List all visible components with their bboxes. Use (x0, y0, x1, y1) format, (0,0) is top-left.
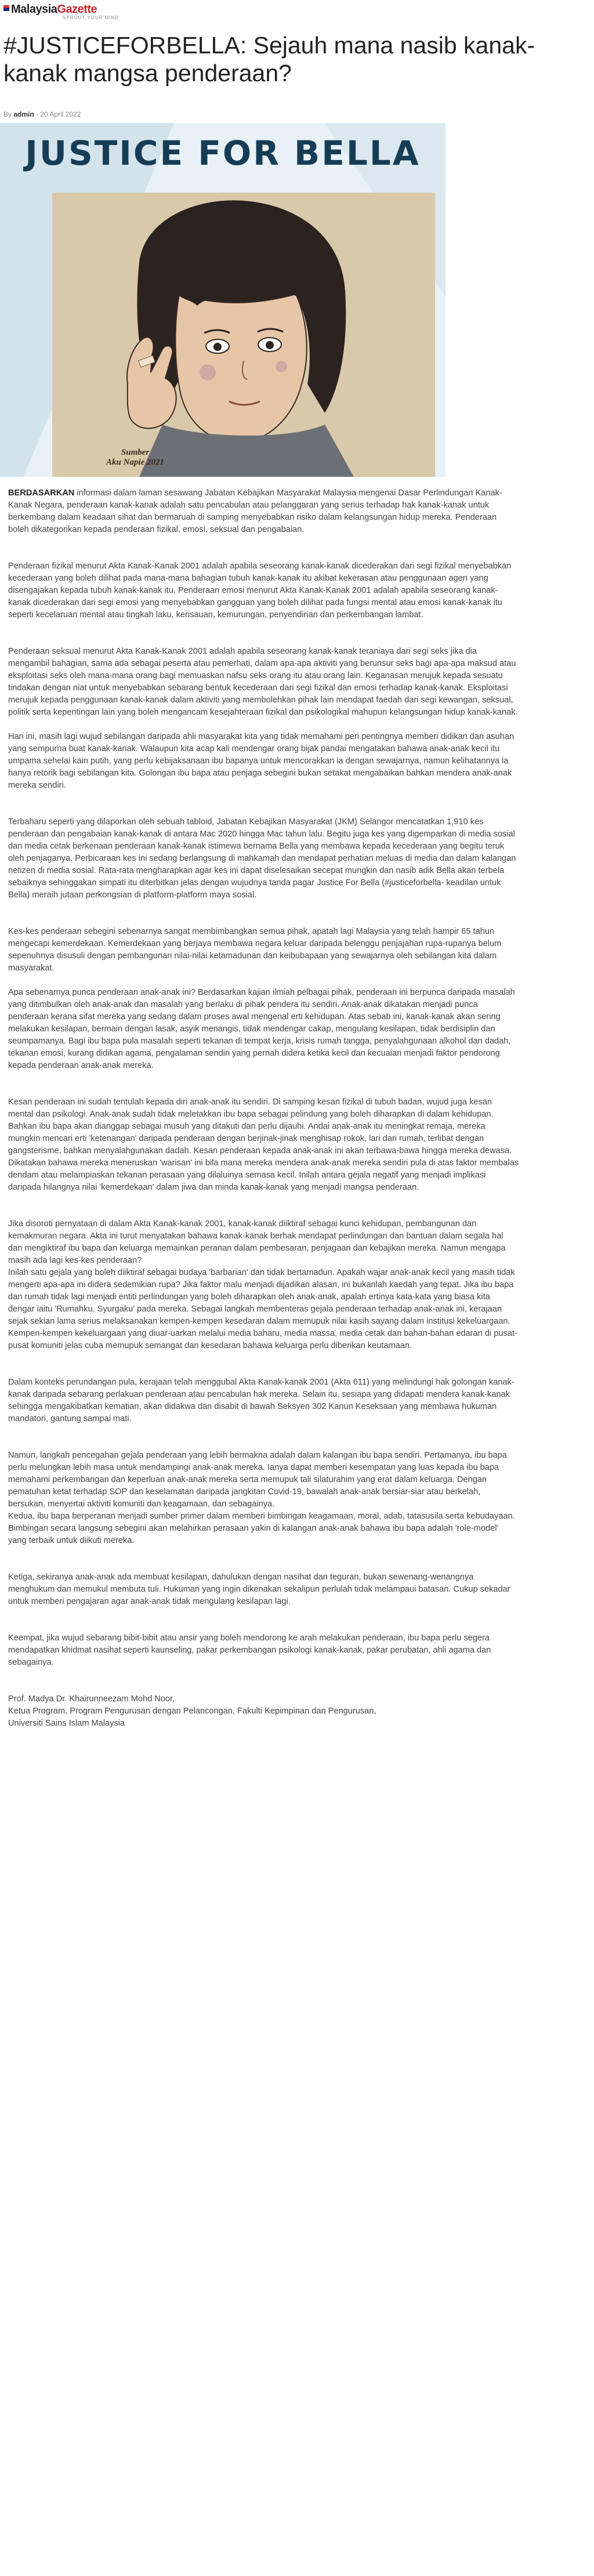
paragraph-3: Penderaan seksual menurut Akta Kanak-Kanak 2001 adalah apabila seseorang kanak-kanak teraniaya dari segi seks jika dia mengambil bahagian, sama ada sebagai peserta atau pemerhati, dalam apa-apa aktiviti yang berunsur seks bagi apa-apa maksud atau eksploitasi seks oleh mana-mana orang bagi memuaskan nafsu seks orang itu atau orang lain. Keganasan merujuk kepada sesuatu tindakan dengan niat untuk menyebabkan sebarang bentuk kecederaan dari segi fizikal dan emosi terhadap kanak-kanak. Eksploitasi merujuk kepada penggunaan kanak-kanak dalam aktiviti yang membolehkan pihak lain mendapat faedah dari segi kewangan, seksual, politik serta kepentingan lain yang boleh mengancam kesejahteraan fizikal dan psikologikal mahupun kelangsungan hidup kanak-kanak. (8, 647, 518, 717)
paragraph-11: Dalam konteks perundangan pula, kerajaan telah menggubal Akta Kanak-kanak 2001 (Akta 611) yang melindungi hak golongan kanak-kanak daripada sebarang perlakuan penderaan atau pencabulan hak mereka. Selain itu, sesiapa yang didapati mendera kanak-kanak sehingga mengakibatkan kematian, akan didakwa dan disabit di bawah Seksyen 302 Kanun Keseksaan yang membawa hukuman mandatori, gantung sampai mati. (8, 1378, 515, 1423)
byline-prefix: By (3, 110, 14, 118)
article-body (8, 487, 519, 1730)
article-title: #JUSTICEFORBELLA: Sejauh mana nasib kanak-kanak mangsa penderaan? (3, 32, 535, 86)
article-byline (3, 110, 81, 118)
logo-main: Malaysia (11, 3, 57, 16)
logo-wordmark (11, 3, 97, 15)
publish-date: 20 April 2022 (40, 110, 81, 118)
byline-separator: - (34, 110, 41, 118)
paragraph-10: Inilah satu gejala yang boleh diiktiraf sebagai budaya 'barbarian' dan tidak bertamadun. Apakah wajar anak-anak kecil yang masih tidak mengerti apa-apa ini didera sedemikian rupa? Jika faktor malu menjadi dijadikan alasan, ini bukanlah kaedah yang tepat. Jika ibu bapa dan rumah tidak lagi menjadi entiti perlindungan yang boleh diharapkan oleh anak-anak, apalah ertinya kata-kata yang biasa kita dengar iaitu 'Rumahku, Syurgaku' pada mereka. Sebagai langkah membenteras gejala penderaan terhadap anak-anak ini, kerajaan sejak sekian lama serius melaksanakan kempen-kempen kesedaran dalam memupuk nilai kasih sayang dalam institusi kekeluargaan. Kempen-kempen kekeluargaan yang diuar-uarkan melalui media baharu, media massa, media cetak dan bahan-bahan edaran di pusat-pusat komuniti jelas cuba memupuk semangat dan kesedaran bahawa keluarga perlu diberikan keutamaan. (8, 1268, 517, 1350)
girl-illustration (52, 193, 435, 477)
hero-headline: JUSTICE FOR BELLA (25, 133, 421, 173)
site-header (0, 0, 594, 30)
signature-affiliation: Universiti Sains Islam Malaysia (8, 1719, 125, 1728)
paragraph-8: Kesan penderaan ini sudah tentulah kepada diri anak-anak itu sendiri. Di samping kesan fizikal di tubuh badan, wujud juga kesan mental dan psikologi. Anak-anak sudah tidak meletakkan ibu bapa sebagai pelindung yang boleh diharapkan di dalam kehidupan. Bahkan ibu bapa akan dianggap sebagai musuh yang ditakuti dan perlu dijauhi. Andai anak-anak itu meningkat remaja, mereka mungkin mencari erti 'ketenangan' daripada penderaan dengan berjinak-jinak menghisap rokok, lari dari rumah, terlibat dengan gangsterisme, bahkan menyalahgunakan dadah. Kesan penderaan kepada anak-anak ini akan terbawa-bawa hingga mereka dewasa. Dikatakan bahawa mereka meneruskan 'warisan' ini bila mana mereka menderа anak-anak mereka sendiri pula di atas faktor membalas dendam atau melampiaskan tekanan perasaan yang dilaluinya semasa kecil. Inilah antara gejala negatif yang menjadi implikasi daripada hilangnya nilai 'kemerdekaan' dalam jiwa dan minda kanak-kanak yang menjadi mangsa penderaan. (8, 1097, 519, 1192)
paragraph-9: Jika disoroti pernyataan di dalam Akta Kanak-kanak 2001, kanak-kanak diiktiraf sebagai kunci kehidupan, pembangunan dan kemakmuran negara. Akta ini turut menyatakan bahawa kanak-kanak berhak mendapat perlindungan dan bantuan dalam segala hal dan mengiktiraf ibu bapa dan keluarga memainkan peranan dalam pembesaran, penjagaan dan kebajikan mereka. Namun mengapa masih ada lagi kes-kes penderaan? (8, 1219, 506, 1265)
paragraph-12: Namun, langkah pencegahan gejala penderaan yang lebih bermakna adalah dalam kalangan ibu bapa sendiri. Pertamanya, ibu bapa perlu melungkan lebih masa untuk mendampingi anak-anak mereka. Ianya dapat memberi kesempatan yang luas kepada ibu bapa memahami perkembangan dan keperluan anak-anak mereka serta memupuk tali silaturahim yang erat dalam keluarga. Dengan pematuhan ketat terhadap SOP dan keselamatan daripada jangkitan Covid-19, bawalah anak-anak bersiar-siar atau berkelah, bersukan, menyertai aktiviti komuniti dan keagamaan, dan sebagainya. (8, 1451, 508, 1509)
paragraph-2: Penderaan fizikal menurut Akta Kanak-Kanak 2001 adalah apabila seseorang kanak-kanak dicederakan dari segi fizikal menyebabkan kecederaan yang boleh dilihat pada mana-mana bahagian tubuh kanak-kanak itu akibat kekerasan atau penggunaan agen yang disengajakan kepada tubuh kanak-kanak itu. Penderaan emosi menurut Akta Kanak-Kanak 2001 adalah apabila seseorang kanak-kanak dicederakan dari segi emosi yang menyebabkan gangguan yang boleh dilihat pada fungsi mental atau emosi kanak-kanak itu seperti kecelaruan mental atau tingkah laku, kerisauan, kemurungan, penyendirian dan perkembangan lambat. (8, 561, 512, 619)
paragraph-4: Hari ini, masih lagi wujud sebilangan daripada ahli masyarakat kita yang tidak memahami peri pentingnya memberi didikan dan asuhan yang sempurna buat kanak-kanak. Walaupun kita acap kali mendengar orang bijak pandai mengatakan bahawa anak-anak kecil itu umpama sehelai kain putih, yang perlu kebijaksanaan ibu bapanya untuk mencorakkan ia dengan sewajarnya, namun kelihatannya ia hanya retorik bagi sebilangan kita. Golongan ibu bapa atau penjaga sebegini bukan setakat mengabaikan bahkan mendera anak-anak mereka sendiri. (8, 732, 515, 790)
image-credit (106, 448, 164, 468)
paragraph-14: Ketiga, sekiranya anak-anak ada membuat kesilapan, dahulukan dengan nasihat dan teguran, bukan sewenang-wenangnya menghukum dan memukul membuta tuli. Hukuman yang ingin dikenakan sekalipun perlulah tidak melampaui batasan. Cukup sekadar untuk memberi pengajaran agar anak-anak tidak mengulang kesilapan lagi. (8, 1573, 510, 1606)
paragraph-1 (8, 487, 519, 536)
author-link[interactable]: admin (13, 110, 34, 118)
hero-image (0, 123, 446, 477)
logo-accent: Gazette (57, 3, 97, 16)
image-credit-line2: Aku Napie 2021 (106, 458, 165, 467)
site-logo[interactable] (3, 3, 97, 15)
paragraph-15: Keempat, jika wujud sebarang bibit-bibit atau ansir yang boleh mendorong ke arah melakukan penderaan, ibu bapa perlu segera mendapatkan khidmat nasihat seperti kaunseling, pakar perkembangan psikologi kanak-kanak, pakar perubatan, ahli agama dan sebagainya. (8, 1633, 491, 1667)
signature-title: Ketua Program, Program Pengurusan dengan Pelancongan, Fakulti Kepimpinan dan Pengurusan, (8, 1707, 376, 1716)
paragraph-7: Apa sebenarnya punca penderaan anak-anak ini? Berdasarkan kajian ilmiah pelbagai pihak, penderaan ini berpunca daripada masalah yang ditimbulkan oleh anak-anak dan masalah yang berlaku di pihak pendera itu sendiri. Anak-anak dikatakan menjadi punca penderaan kerana sifat mereka yang sedang dalam proses awal mengenal erti kehidupan. Atas sebab ini, kanak-kanak akan sering melakukan kesilapan, bermain dengan lasak, asyik menangis, tidak mendengar cakap, mengulang kesilapan, tidak berdisiplin dan seumpamanya. Bagi ibu bapa pula masalah seperti tekanan di tempat kerja, krisis rumah tangga, penyalahgunaan alkohol dan dadah, tekanan emosi, kurang didikan agama, pengalaman sendiri yang pernah didera ketika kecil dan kecuaian menjadi faktor pendorong kepada penderaan anak-anak mereka. (8, 988, 515, 1070)
image-credit-line1: Sumber (121, 448, 150, 457)
malaysia-flag-icon (3, 5, 9, 11)
paragraph-13: Kedua, ibu bapa berperanan menjadi sumber primer dalam memberi bimbingan keagamaan, moral, adab, tatasusila serta kebudayaan. Bimbingan secara langsung sebegini akan melahirkan perasaan yakin di kalangan anak-anak bahawa ibu bapa adalah 'role-model' yang terbaik untuk diikuti mereka. (8, 1512, 515, 1545)
lead-word: BERDASARKAN (8, 488, 75, 498)
signature-name: Prof. Madya Dr. Khairunneezam Mohd Noor, (8, 1694, 175, 1704)
site-tagline: SPROUT YOUR MIND (63, 15, 119, 20)
paragraph-6: Kes-kes penderaan sebegini sebenarnya sangat membimbangkan semua pihak, apatah lagi Malaysia yang telah hampir 65 tahun mengecapi kemerdekaan. Kemerdekaan yang berjaya membawa negara keluar daripada belenggu penjajahan rupa-rupanya belum sepenuhnya disusuli dengan pembangunan nilai-nilai ketamadunan dan keibubapaan yang sewajarnya oleh sebilangan kita dalam masyarakat. (8, 927, 502, 973)
paragraph-5: Terbaharu seperti yang dilaporkan oleh sebuah tabloid, Jabatan Kebajikan Masyarakat (JKM) Selangor mencatatkan 1,910 kes penderaan dan pengabaian kanak-kanak di antara Mac 2020 hingga Mac tahun lalu. Begitu juga kes yang digemparkan di media sosial dan media cetak berkenaan penderaan kanak-kanak istimewa bernama Bella yang membawa kepada kecederaan yang begitu teruk oleh penjaganya. Perbicaraan kes ini sedang berlangsung di mahkamah dan mendapat perhatian meluas di media dan dalam kalangan netizen di media sosial. Rata-rata mengharapkan agar kes ini dapat diselesaikan secepat mungkin dan nasib adik Bella akan terbela sebaiknya sehinggakan simpati itu diterbitkan jelas dengan wujudnya tanda pagar Justice For Bella (#justiceforbella- keadilan untuk Bella) meraih jutaan perkongsian di platform-platform maya sosial. (8, 817, 516, 900)
paragraph-1-text: informasi dalam laman sesawang Jabatan Kebajikan Masyarakat Malaysia mengenai Dasar Perlindungan Kanak-Kanak Negara, penderaan kanak-kanak adalah satu pencabulan atau pelanggaran yang serius terhadap hak kanak-kanak untuk berkembang dalam keadaan sihat dan bermaruah di samping menyebabkan risiko dalam kelangsungan hidup mereka. Penderaan boleh dikategorikan kepada penderaan fizikal, emosi, seksual dan pengabaian. (8, 488, 502, 534)
